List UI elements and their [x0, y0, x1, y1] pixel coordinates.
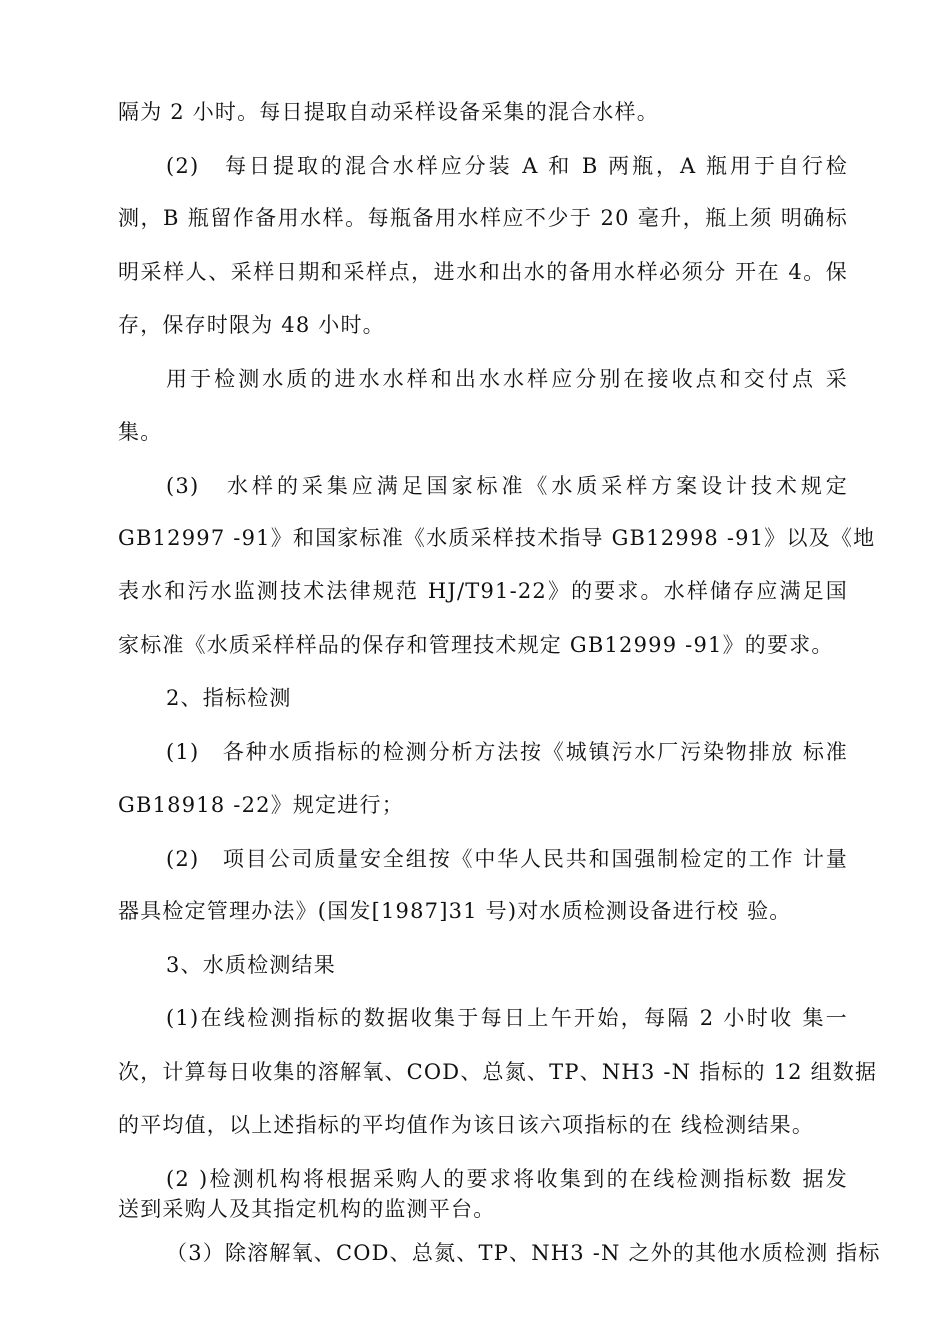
text-line-20: 的平均值，以上述指标的平均值作为该日该六项指标的在 线检测结果。 [118, 1113, 815, 1137]
text-line-19: 次，计算每日收集的溶解氧、COD、总氮、TP、NH3 -N 指标的 12 组数据 [118, 1060, 878, 1084]
text-line-10: 表水和污水监测技术法律规范 HJ/T91-22》的要求。水样储存应满足国 [118, 579, 848, 603]
text-line-9: GB12997 -91》和国家标准《水质采样技术指导 GB12998 -91》以及《地 [118, 526, 876, 550]
text-line-8: (3) 水样的采集应满足国家标准《水质采样方案设计技术规定 [166, 474, 848, 498]
text-line-2: (2) 每日提取的混合水样应分装 A 和 B 两瓶，A 瓶用于自行检 [166, 154, 848, 178]
section-heading-2: 2、指标检测 [166, 686, 292, 710]
text-line-23: （3）除溶解氧、COD、总氮、TP、NH3 -N 之外的其他水质检测 指标 [166, 1241, 881, 1265]
section-heading-3: 3、水质检测结果 [166, 953, 336, 977]
text-line-7: 集。 [118, 420, 163, 444]
text-line-1: 隔为 2 小时。每日提取自动采样设备采集的混合水样。 [118, 100, 659, 124]
text-line-16: 器具检定管理办法》(国发[1987]31 号)对水质检测设备进行校 验。 [118, 899, 792, 923]
text-line-22: 送到采购人及其指定机构的监测平台。 [118, 1197, 496, 1221]
text-line-5: 存，保存时限为 48 小时。 [118, 313, 385, 337]
text-line-3: 测，B 瓶留作备用水样。每瓶备用水样应不少于 20 毫升，瓶上须 明确标 [118, 206, 848, 230]
text-line-15: (2) 项目公司质量安全组按《中华人民共和国强制检定的工作 计量 [166, 847, 848, 871]
text-line-18: (1)在线检测指标的数据收集于每日上午开始，每隔 2 小时收 集一 [166, 1006, 848, 1030]
text-line-11: 家标准《水质采样样品的保存和管理技术规定 GB12999 -91》的要求。 [118, 633, 834, 657]
text-line-13: (1) 各种水质指标的检测分析方法按《城镇污水厂污染物排放 标准 [166, 740, 848, 764]
text-line-21: (2 )检测机构将根据采购人的要求将收集到的在线检测指标数 据发 [166, 1167, 848, 1191]
text-line-6: 用于检测水质的进水水样和出水水样应分别在接收点和交付点 采 [166, 367, 848, 391]
text-line-4: 明采样人、采样日期和采样点，进水和出水的备用水样必须分 开在 4。保 [118, 260, 848, 284]
text-line-14: GB18918 -22》规定进行； [118, 793, 404, 817]
